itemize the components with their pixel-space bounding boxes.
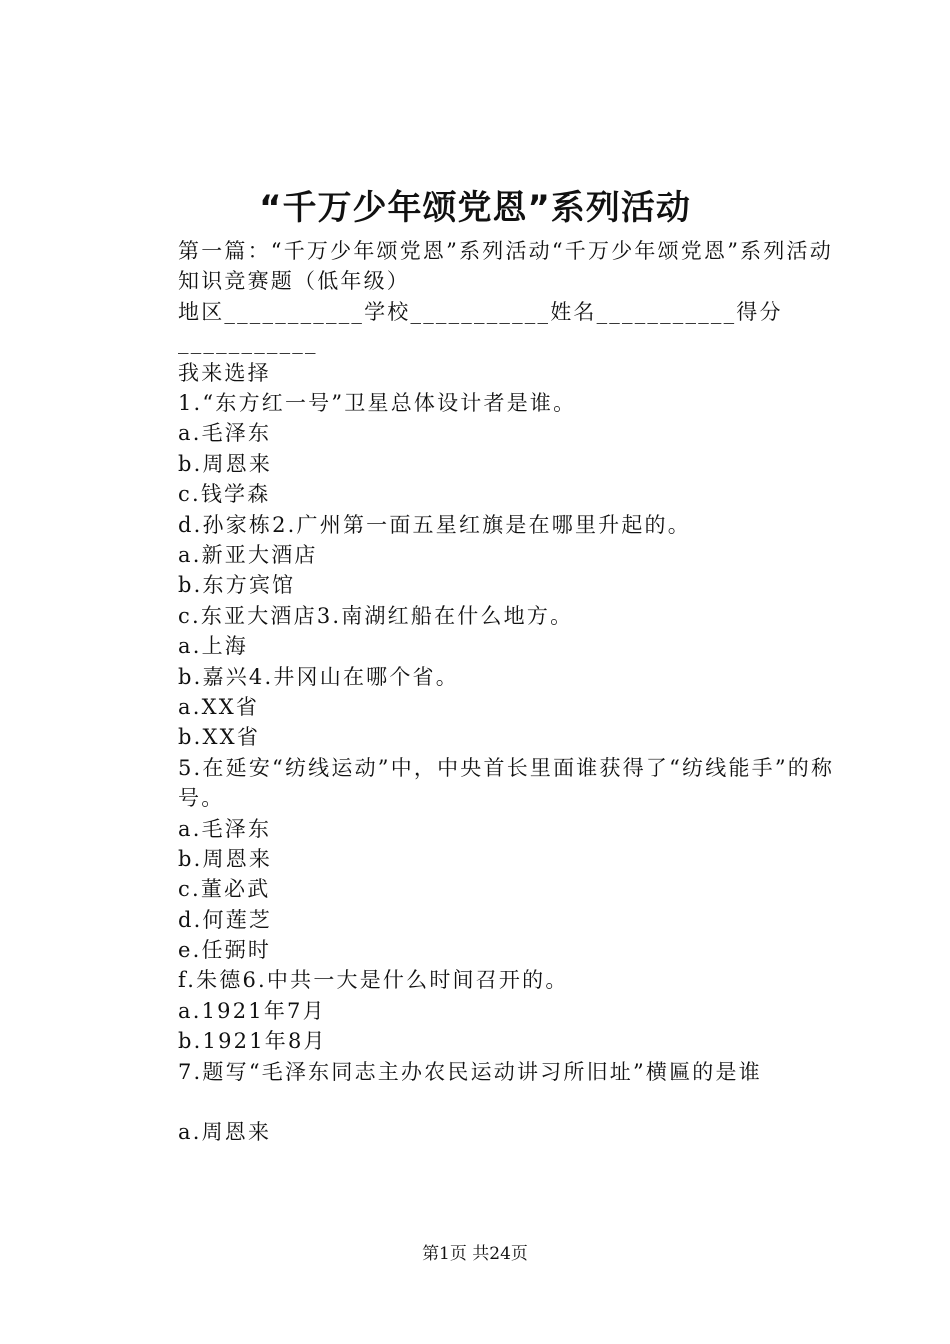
option: d.何莲芝 xyxy=(178,907,273,932)
option: c.钱学森 xyxy=(178,482,271,507)
option-and-question-4: b.嘉兴4.井冈山在哪个省。 xyxy=(178,664,459,689)
option: e.任弼时 xyxy=(178,938,272,963)
option: a.1921年7月 xyxy=(178,998,326,1023)
option: a.周恩来 xyxy=(178,1120,272,1145)
option: a.新亚大酒店 xyxy=(178,542,318,567)
option-and-question-6: f.朱德6.中共一大是什么时间召开的。 xyxy=(178,968,569,993)
option: a.毛泽东 xyxy=(178,421,272,446)
page-footer: 第1页 共24页 xyxy=(422,1244,528,1264)
section-heading: 我来选择 xyxy=(178,360,271,385)
option: a.上海 xyxy=(178,634,248,659)
info-fields: 地区___________学校___________姓名___________得分___________ xyxy=(178,299,783,355)
question-7: 7.题写“毛泽东同志主办农民运动讲习所旧址”横匾的是谁 xyxy=(178,1059,762,1084)
option: b.XX省 xyxy=(178,725,261,750)
option: b.周恩来 xyxy=(178,846,273,871)
option: b.周恩来 xyxy=(178,451,273,476)
question-1: 1.“东方红一号”卫星总体设计者是谁。 xyxy=(178,391,577,415)
document-title: “千万少年颂党恩”系列活动 xyxy=(259,188,691,228)
option-and-question-3: c.东亚大酒店3.南湖红船在什么地方。 xyxy=(178,603,574,628)
option: c.董必武 xyxy=(178,877,271,902)
question-5: 5.在延安“纺线运动”中，中央首长里面谁获得了“纺线能手”的称号。 xyxy=(178,755,835,811)
option: b.东方宾馆 xyxy=(178,573,296,598)
document-body xyxy=(128,236,838,1148)
option-and-question-2: d.孙家栋2.广州第一面五星红旗是在哪里升起的。 xyxy=(178,512,691,537)
blank-line xyxy=(128,1087,838,1117)
option: a.XX省 xyxy=(178,694,260,719)
option: b.1921年8月 xyxy=(178,1029,327,1054)
paragraph-heading: 第一篇：“千万少年颂党恩”系列活动“千万少年颂党恩”系列活动 xyxy=(178,239,833,263)
option: a.毛泽东 xyxy=(178,816,272,841)
quiz-subtitle: 知识竞赛题（低年级） xyxy=(178,269,410,294)
